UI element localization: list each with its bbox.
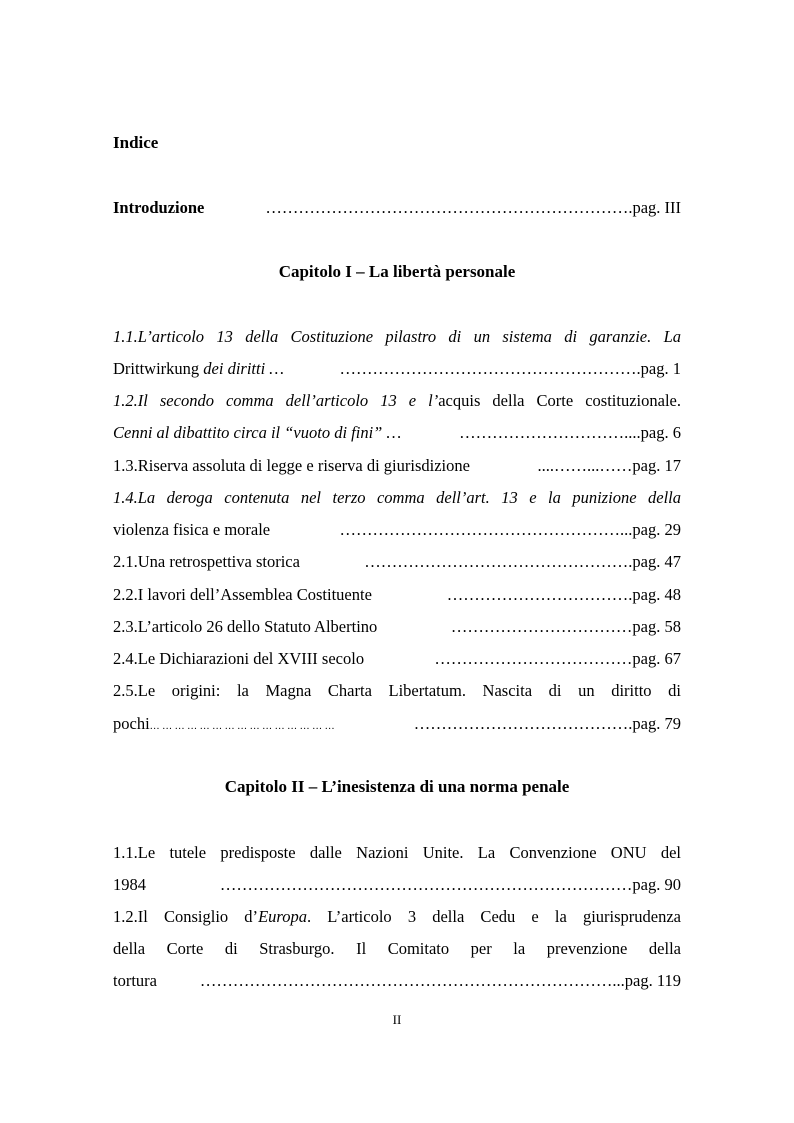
- toc-dots: ………………………………….: [413, 714, 633, 733]
- toc-page-ref: pag. 90: [632, 875, 681, 894]
- toc-dots: …………………………………………………………………: [219, 875, 633, 894]
- toc-page-ref: pag. 17: [632, 456, 681, 475]
- toc-page-ref: pag. 6: [640, 423, 681, 442]
- toc-page-ref: pag. 79: [632, 714, 681, 733]
- toc-entry-ii-1-1-line2[interactable]: 1984 …………………………………………………………………pag. 90: [113, 875, 681, 894]
- chapter-2-title: Capitolo II – L’inesistenza di una norma penale: [224, 777, 570, 796]
- toc-entry-2-5-line1[interactable]: 2.5.Le origini: la Magna Charta Libertatum. Nascita di un diritto di: [113, 681, 681, 700]
- toc-entry-1-2-line1[interactable]: 1.2.Il secondo comma dell’articolo 13 e l’acquis della Corte costituzionale.: [113, 391, 681, 410]
- toc-dots: ……………………………………………….: [339, 359, 641, 378]
- page-number: II: [392, 1012, 402, 1027]
- toc-entry-1-2-line2[interactable]: Cenni al dibattito circa il “vuoto di fini” … …………………………....pag. 6: [113, 423, 681, 442]
- toc-dots: ………………………………: [434, 649, 633, 668]
- toc-dots: ……………………………………………...: [339, 520, 633, 539]
- toc-entry-2-5-line2[interactable]: pochi… … … … … … … … … … … … … … … ………………………………….pag. 79: [113, 714, 681, 733]
- toc-page-ref: pag. 67: [632, 649, 681, 668]
- toc-entry-2-2[interactable]: 2.2.I lavori dell’Assemblea Costituente …………………………….pag. 48: [113, 585, 681, 604]
- toc-entry-introduzione[interactable]: [113, 198, 681, 218]
- toc-entry-2-3[interactable]: 2.3.L’articolo 26 dello Statuto Albertino ……………………………pag. 58: [113, 617, 681, 636]
- toc-dots: ....……...……: [537, 456, 633, 475]
- toc-entry-ii-1-1-line1[interactable]: 1.1.Le tutele predisposte dalle Nazioni Unite. La Convenzione ONU del: [113, 843, 681, 862]
- toc-entry-ii-1-2-line2[interactable]: della Corte di Strasburgo. Il Comitato per la prevenzione della: [113, 939, 681, 958]
- toc-entry-2-4[interactable]: 2.4.Le Dichiarazioni del XVIII secolo ………………………………pag. 67: [113, 649, 681, 668]
- toc-dots: …………………………………………………………………...: [199, 971, 625, 990]
- toc-entry-1-4-line1[interactable]: 1.4.La deroga contenuta nel terzo comma dell’art. 13 e la punizione della: [113, 488, 681, 507]
- toc-entry-1-4-line2[interactable]: violenza fisica e morale ……………………………………………...pag. 29: [113, 520, 681, 539]
- toc-page-ref: pag. 58: [632, 617, 681, 636]
- toc-page-ref: pag. 119: [624, 971, 681, 990]
- toc-page-ref: pag. 47: [632, 552, 681, 571]
- toc-page-ref: pag. 29: [632, 520, 681, 539]
- toc-entry-1-3[interactable]: 1.3.Riserva assoluta di legge e riserva di giurisdizione ....……...……pag. 17: [113, 456, 681, 475]
- toc-page-ref: pag. 1: [640, 359, 681, 378]
- toc-entry-ii-1-2-line1[interactable]: 1.2.Il Consiglio d’Europa. L’articolo 3 della Cedu e la giurisprudenza: [113, 907, 681, 926]
- toc-term: Drittwirkung: [113, 359, 200, 378]
- toc-dots: ……………………………: [450, 617, 633, 636]
- toc-page-ref: pag. 48: [632, 585, 681, 604]
- toc-entry-2-1[interactable]: 2.1.Una retrospettiva storica ………………………………………….pag. 47: [113, 552, 681, 571]
- toc-dots: ………………………………………………………….: [265, 198, 633, 217]
- index-title: Indice: [113, 133, 159, 152]
- toc-dots: …………………………....: [459, 423, 641, 442]
- toc-dots: ………………………………………….: [364, 552, 633, 571]
- toc-entry-1-1-line2[interactable]: Drittwirkung dei diritti … ……………………………………………….pag. 1: [113, 359, 681, 378]
- chapter-1-title: Capitolo I – La libertà personale: [278, 262, 516, 281]
- toc-entry-ii-1-2-line3[interactable]: tortura …………………………………………………………………...pag. 119: [113, 971, 681, 990]
- toc-page-ref: pag. III: [632, 198, 681, 217]
- toc-entry-1-1-line1[interactable]: 1.1.L’articolo 13 della Costituzione pilastro di un sistema di garanzie. La: [113, 327, 681, 346]
- toc-entry-label: Introduzione: [113, 198, 205, 217]
- toc-dots: …………………………….: [446, 585, 633, 604]
